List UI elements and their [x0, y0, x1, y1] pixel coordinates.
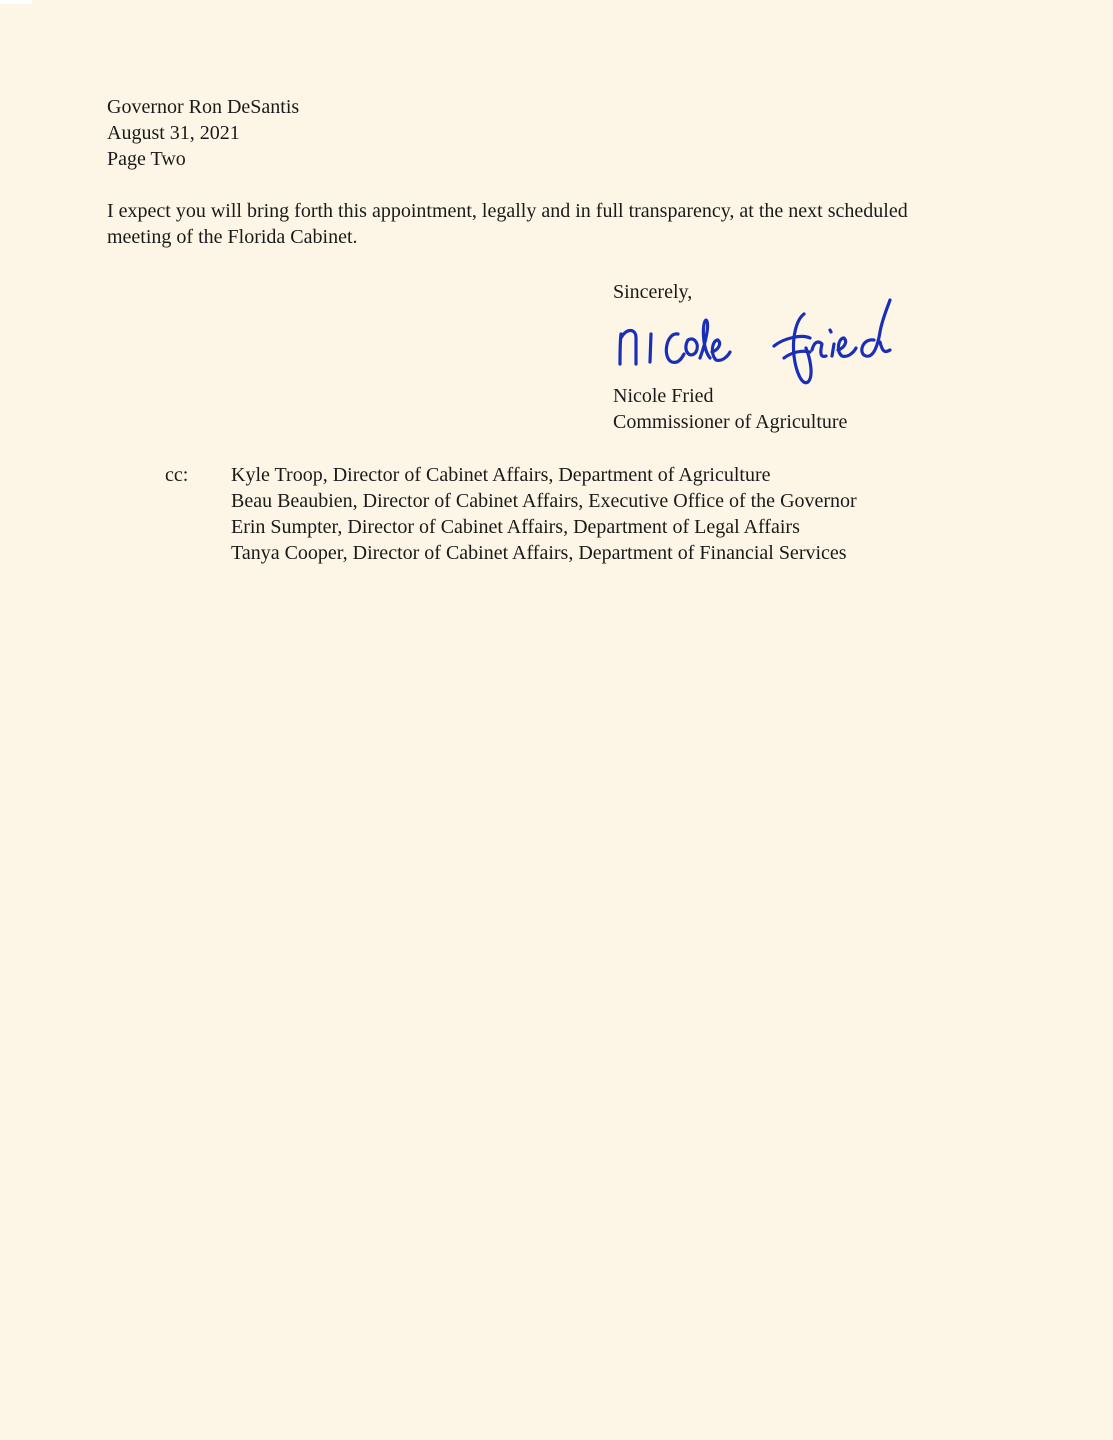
closing-salutation: Sincerely, — [613, 281, 693, 303]
signer-title: Commissioner of Agriculture — [613, 411, 848, 433]
letter-header — [107, 94, 299, 172]
cc-label: cc: — [165, 464, 189, 486]
letter-date: August 31, 2021 — [107, 122, 240, 144]
body-paragraph — [107, 198, 1007, 250]
body-line: I expect you will bring forth this appointment, legally and in full transparency, at the next scheduled — [107, 200, 908, 222]
handwritten-signature — [606, 292, 926, 388]
scan-corner-artifact — [0, 0, 32, 4]
body-line: meeting of the Florida Cabinet. — [107, 226, 358, 248]
signer-name: Nicole Fried — [613, 385, 714, 407]
cc-recipient: Tanya Cooper, Director of Cabinet Affairs, Department of Financial Services — [231, 542, 847, 564]
cc-recipient: Kyle Troop, Director of Cabinet Affairs, Department of Agriculture — [231, 464, 771, 486]
recipient-name: Governor Ron DeSantis — [107, 96, 300, 118]
cc-list — [231, 462, 857, 566]
signer-block — [613, 383, 847, 435]
cc-recipient: Erin Sumpter, Director of Cabinet Affairs, Department of Legal Affairs — [231, 516, 800, 538]
page-number: Page Two — [107, 148, 186, 170]
cc-recipient: Beau Beaubien, Director of Cabinet Affairs, Executive Office of the Governor — [231, 490, 857, 512]
